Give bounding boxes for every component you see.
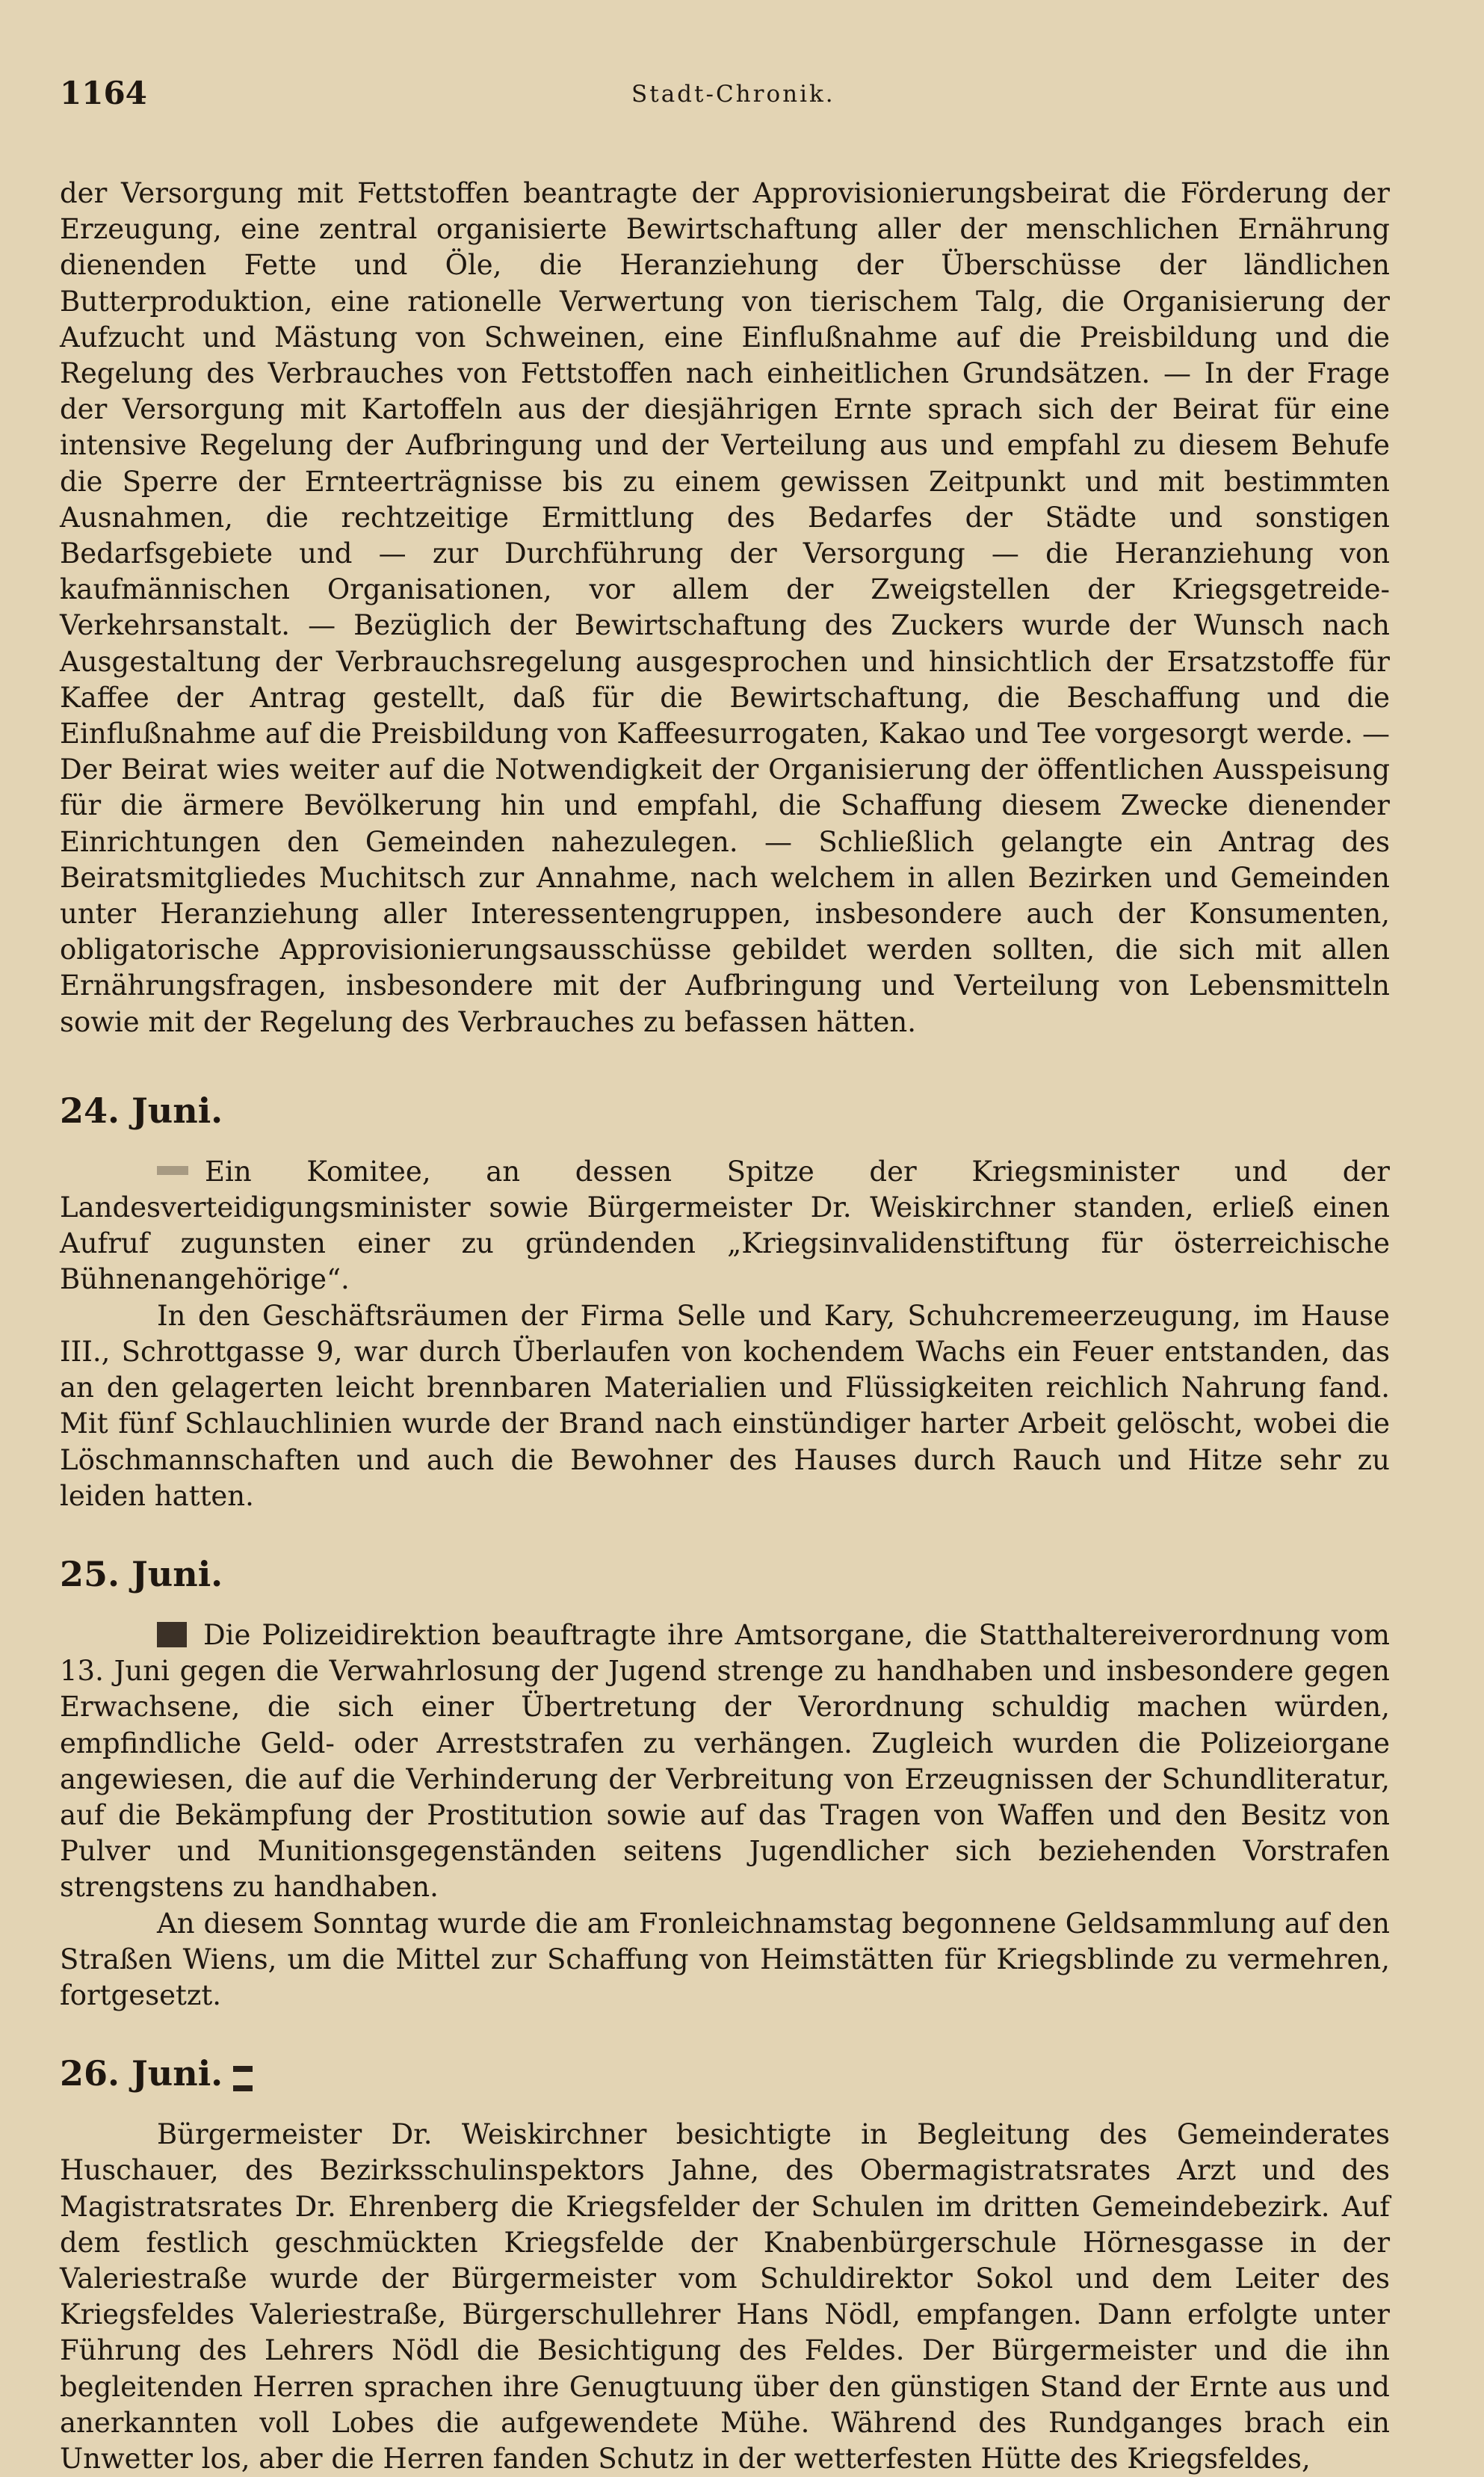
entry-paragraph: [60, 1154, 1390, 1298]
page-number: 1164: [60, 75, 147, 111]
running-title: Stadt-Chronik.: [631, 81, 835, 108]
date-heading-24-juni: 24. Juni.: [60, 1090, 223, 1131]
intro-paragraph: der Versorgung mit Fettstoffen beantragte der Approvisionierungsbeirat die Förderung der Erzeugung, eine zentral organisierte Bewirtschaftung aller der menschlichen Ernährung dienenden Fette und Öle, die Heranziehung der Überschüsse der ländlichen Butterproduktion, eine rationelle Verwertung von tierischem Talg, die Organisierung der Aufzucht und Mästung von Schweinen, eine Einflußnahme auf die Preisbildung und die Regelung des Verbrauches von Fettstoffen nach einheitlichen Grundsätzen. — In der Frage der Versorgung mit Kartoffeln aus der diesjährigen Ernte sprach sich der Beirat für eine intensive Regelung der Aufbringung und der Verteilung aus und empfahl zu diesem Behufe die Sperre der Ernteerträgnisse bis zu einem gewissen Zeitpunkt und mit bestimmten Ausnahmen, die rechtzeitige Ermittlung des Bedarfes der Städte und sonstigen Bedarfsgebiete und — zur Durchführung der Versorgung — die Heranziehung von kaufmännischen Organisationen, vor allem der Zweigstellen der Kriegsgetreide-Verkehrsanstalt. — Bezüglich der Bewirtschaftung des Zuckers wurde der Wunsch nach Ausgestaltung der Verbrauchsregelung ausgesprochen und hinsichtlich der Ersatzstoffe für Kaffee der Antrag gestellt, daß für die Bewirtschaftung, die Beschaffung und die Einflußnahme auf die Preisbildung von Kaffeesurrogaten, Kakao und Tee vorgesorgt werde. — Der Beirat wies weiter auf die Notwendigkeit der Organisierung der öffentlichen Ausspeisung für die ärmere Bevölkerung hin und empfahl, die Schaffung diesem Zwecke dienender Einrichtungen den Gemeinden nahezulegen. — Schließlich gelangte ein Antrag des Beiratsmitgliedes Muchitsch zur Annahme, nach welchem in allen Bezirken und Gemeinden unter Heranziehung aller Interessentengruppen, insbesondere auch der Konsumenten, obligatorische Approvisionierungsausschüsse gebildet werden sollten, die sich mit allen Ernährungsfragen, insbesondere mit der Aufbringung und Verteilung von Lebensmitteln sowie mit der Regelung des Verbrauches zu befassen hätten.: [60, 177, 1390, 1038]
entry-text: Die Polizeidirektion beauftragte ihre Amtsorgane, die Statthaltereiverordnung vom 13. Juni gegen die Verwahrlosung der Jugend strenge zu handhaben und insbesondere gegen Erwachsene, die sich einer Übertretung der Verordnung schuldig machen würden, empfindliche Geld- oder Arreststrafen zu verhängen. Zugleich wurden die Polizeiorgane angewiesen, die auf die Verhinderung der Verbreitung von Erzeugnissen der Schundliteratur, auf die Bekämpfung der Prostitution sowie auf das Tragen von Waffen und den Besitz von Pulver und Munitionsgegenständen seitens Jugendlicher sich beziehenden Vorstrafen strengstens zu handhaben.: [60, 1618, 1390, 1904]
date-heading-25-juni: 25. Juni.: [60, 1553, 223, 1594]
margin-mark-icon: [157, 1166, 188, 1175]
bracket-mark-icon: [233, 2066, 253, 2091]
entry-paragraph: In den Geschäftsräumen der Firma Selle und Kary, Schuhcremeerzeugung, im Hause III., Schrottgasse 9, war durch Überlaufen von kochendem Wachs ein Feuer entstanden, das an den gelagerten leicht brennbaren Materialien und Flüssigkeiten reichlich Nahrung fand. Mit fünf Schlauchlinien wurde der Brand nach einstündiger harter Arbeit gelöscht, wobei die Löschmannschaften und auch die Bewohner des Hauses durch Rauch und Hitze sehr zu leiden hatten.: [60, 1299, 1390, 1512]
entry-text: Ein Komitee, an dessen Spitze der Kriegsminister und der Landesverteidigungsminister sowie Bürgermeister Dr. Weiskirchner standen, erließ einen Aufruf zugunsten einer zu gründenden „Kriegsinvalidenstiftung für österreichische Bühnenangehörige“.: [60, 1155, 1390, 1296]
chronicle-text: [60, 176, 1390, 2477]
page-header: [60, 75, 1390, 120]
margin-mark-icon: [157, 1622, 187, 1647]
entry-paragraph: An diesem Sonntag wurde die am Fronleichnamstag begonnene Geldsammlung auf den Straßen Wiens, um die Mittel zur Schaffung von Heimstätten für Kriegsblinde zu vermehren, fortgesetzt.: [60, 1907, 1390, 2011]
entry-paragraph: [60, 1617, 1390, 1906]
date-heading-26-juni: [60, 2051, 1390, 2096]
date-heading-text: 26. Juni.: [60, 2053, 223, 2094]
entry-paragraph: Bürgermeister Dr. Weiskirchner besichtigte in Begleitung des Gemeinderates Huschauer, des Bezirksschulinspektors Jahne, des Obermagistratsrates Arzt und des Magistratsrates Dr. Ehrenberg die Kriegsfelder der Schulen im dritten Gemeindebezirk. Auf dem festlich geschmückten Kriegsfelde der Knabenbürgerschule Hörnesgasse in der Valeriestraße wurde der Bürgermeister vom Schuldirektor Sokol und dem Leiter des Kriegsfeldes Valeriestraße, Bürgerschullehrer Hans Nödl, empfangen. Dann erfolgte unter Führung des Lehrers Nödl die Besichtigung des Feldes. Der Bürgermeister und die ihn begleitenden Herren sprachen ihre Genugtuung über den günstigen Stand der Ernte aus und anerkannten voll Lobes die aufgewendete Mühe. Während des Rundganges brach ein Unwetter los, aber die Herren fanden Schutz in der wetterfesten Hütte des Kriegsfeldes,: [60, 2118, 1390, 2475]
